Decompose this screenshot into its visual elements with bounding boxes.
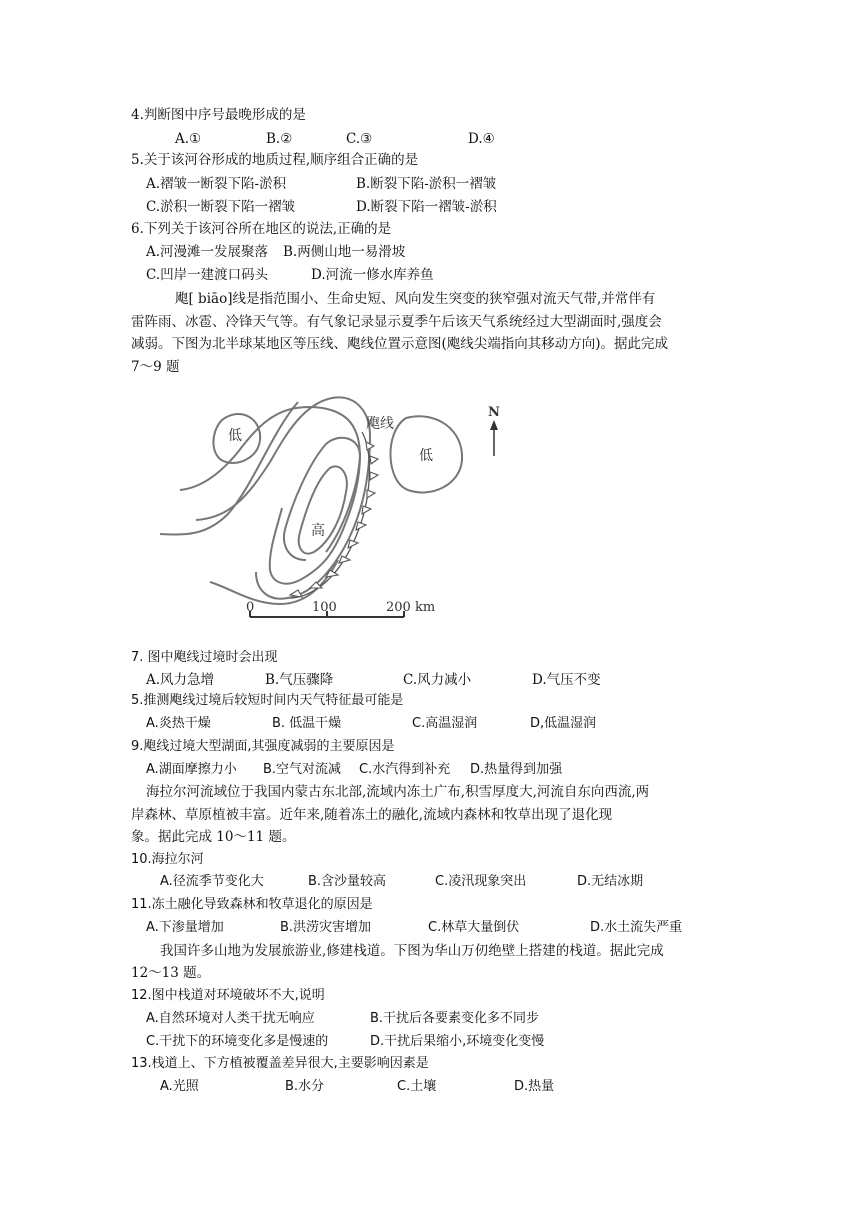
isobar-3 [180,407,360,584]
hailar-paragraph-line-2: 岸森林、草原植被丰富。近年来,随着冻土的融化,流域内森林和牧草出现了退化现 [131,807,613,823]
q8-stem: 5.推测飑线过境后较短时间内天气特征最可能是 [131,693,404,708]
q11-option-b: B.洪涝灾害增加 [280,920,372,935]
q12-stem: 12.图中栈道对环境破坏不大,说明 [131,988,325,1003]
q7-option-c: C.风力减小 [403,672,472,688]
q13-stem: 13.栈道上、下方植被覆盖差异很大,主要影响因素是 [131,1056,429,1071]
squall-line-label: 飑线 [366,416,394,432]
q9-stem: 9.飑线过境大型湖面,其强度减弱的主要原因是 [131,739,395,754]
q13-option-b: B.水分 [285,1079,325,1094]
north-label: N [488,405,500,420]
q8-option-d: D,低温湿润 [530,716,597,731]
q9-option-a: A.湖面摩擦力小 [146,762,237,777]
q10-option-c: C.凌汛现象突出 [435,874,527,889]
q5-option-b: B.断裂下陷-淤积一褶皱 [356,176,497,192]
q4-option-b: B.② [266,131,293,147]
q6-option-b: B.两侧山地一易滑坡 [283,244,406,260]
q10-stem: 10.海拉尔河 [131,852,204,867]
q13-option-d: D.热量 [514,1079,555,1094]
q12-option-d: D.干扰后果缩小,环境变化变慢 [370,1034,545,1049]
squall-paragraph-line-1: 飑[ biāo]线是指范围小、生命史短、风向发生突变的狭窄强对流天气带,并常伴有 [175,291,656,307]
high-label: 高 [311,523,325,539]
q6-stem: 6.下列关于该河谷所在地区的说法,正确的是 [131,221,392,237]
q6-option-d: D.河流一修水库养鱼 [311,267,434,283]
squall-paragraph-line-3: 减弱。下图为北半球某地区等压线、飑线位置示意图(飑线尖端指向其移动方向)。据此完成 [131,336,669,352]
isobar-4 [196,397,370,598]
q11-stem: 11.冻土融化导致森林和牧草退化的原因是 [131,897,373,912]
q6-option-a: A.河漫滩一发展聚落 [146,244,269,260]
right-low-label-text: 低 [419,448,433,464]
q7-option-d: D.气压不变 [532,672,601,688]
q7-option-a: A.风力急增 [146,672,215,688]
scale-tick-200: 200 km [386,600,436,615]
hailar-paragraph-line-1: 海拉尔河流域位于我国内蒙古东北部,流域内冻土广布,积雪厚度大,河流自东向西流,两 [146,784,650,800]
q9-option-d: D.热量得到加强 [470,762,563,777]
q12-option-a: A.自然环境对人类干扰无响应 [146,1011,315,1026]
q4-option-a: A.① [175,131,202,147]
q12-option-b: B.干扰后各要素变化多不同步 [370,1011,540,1026]
q9-option-b: B.空气对流减 [263,762,342,777]
q10-option-a: A.径流季节变化大 [160,874,264,889]
q10-option-d: D.无结冰期 [577,874,644,889]
q13-option-c: C.土壤 [397,1079,437,1094]
q10-option-b: B.含沙量较高 [308,874,387,889]
q5-option-a: A.褶皱一断裂下陷-淤积 [146,176,287,192]
squall-line [290,432,378,598]
q7-option-b: B.气压骤降 [265,672,334,688]
q13-option-a: A.光照 [160,1079,199,1094]
scale-tick-0: 0 [246,600,255,615]
squall-paragraph-line-4: 7～9 题 [131,359,180,375]
q5-option-c: C.淤积一断裂下陷一褶皱 [146,199,296,215]
q8-option-a: A.炎热干燥 [146,716,211,731]
q11-option-d: D.水土流失严重 [590,920,683,935]
q5-option-d: D.断裂下陷一褶皱-淤积 [356,199,497,215]
isobar-map-figure [160,392,530,628]
q4-stem: 4.判断图中序号最晚形成的是 [131,107,306,123]
q12-option-c: C.干扰下的环境变化多是慢速的 [146,1034,329,1049]
high-isobar-inner [299,466,347,553]
north-arrow-icon [490,420,498,430]
plankway-paragraph-line-1: 我国许多山地为发展旅游业,修建栈道。下图为华山万仞绝壁上搭建的栈道。据此完成 [160,943,664,959]
high-isobar-2 [284,438,360,560]
hailar-paragraph-line-3: 象。据此完成 10～11 题。 [131,829,296,845]
plankway-paragraph-line-2: 12～13 题。 [131,965,211,981]
q6-option-c: C.凹岸一建渡口码头 [146,267,269,283]
q7-stem: 7. 图中飑线过境时会出现 [131,650,278,665]
q11-option-c: C.林草大量倒伏 [428,920,520,935]
q4-option-c: C.③ [346,131,373,147]
squall-paragraph-line-2: 雷阵雨、冰雹、冷锋天气等。有气象记录显示夏季午后该天气系统经过大型湖面时,强度会 [131,314,662,330]
q9-option-c: C.水汽得到补充 [359,762,451,777]
q11-option-a: A.下渗量增加 [146,920,224,935]
q5-stem: 5.关于该河谷形成的地质过程,顺序组合正确的是 [131,152,419,168]
left-low-label: 低 [228,428,242,444]
q4-option-d: D.④ [468,131,495,147]
q8-option-b: B. 低温干燥 [272,716,342,731]
scale-tick-100: 100 [312,600,337,615]
q8-option-c: C.高温湿润 [412,716,478,731]
